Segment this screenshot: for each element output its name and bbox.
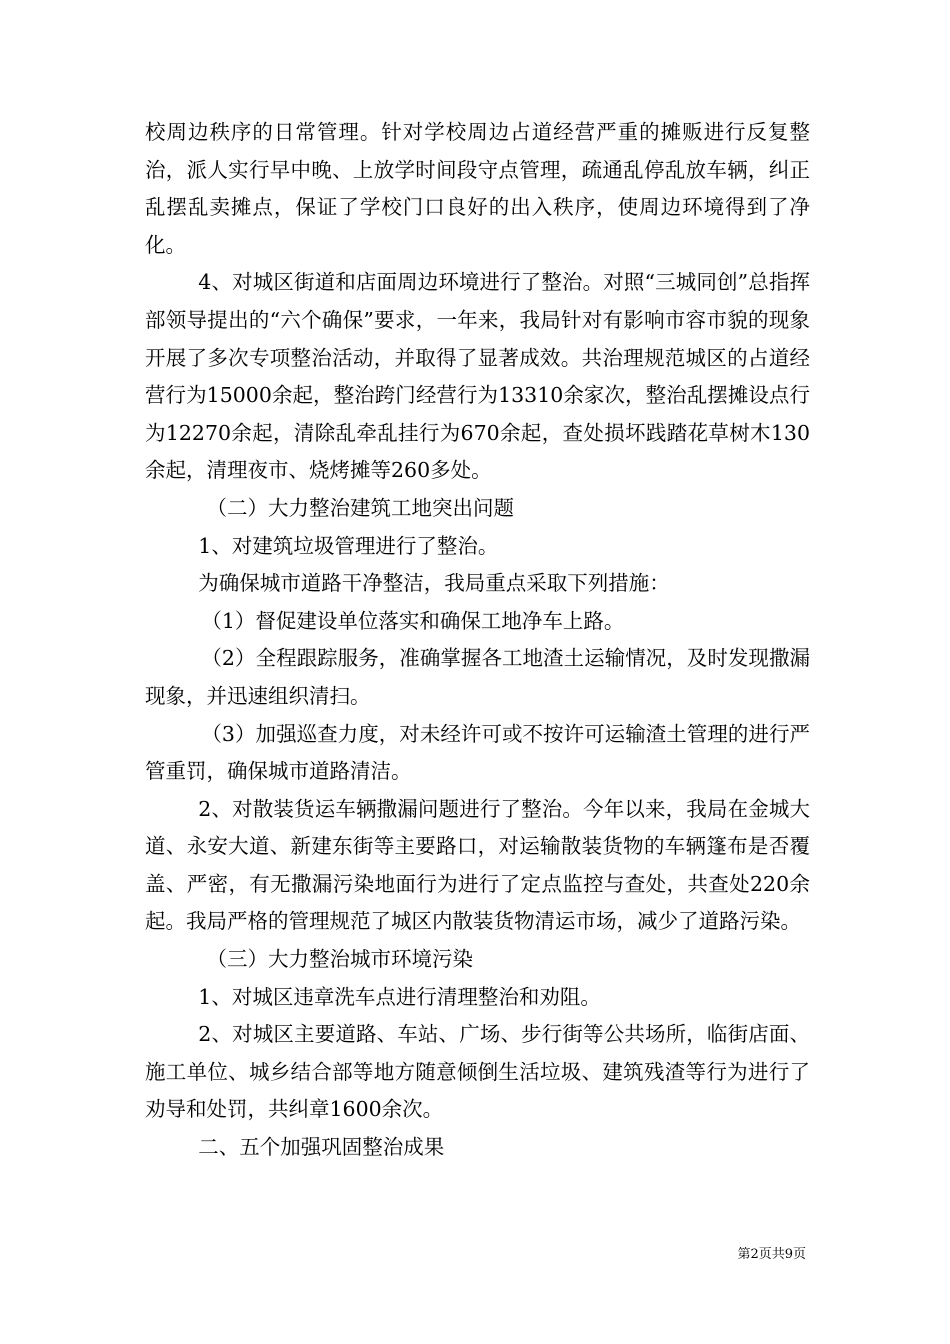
- paragraph-10: 2、对城区主要道路、车站、广场、步行街等公共场所，临街店面、施工单位、城乡结合部等地方随意倾倒生活垃圾、建筑残渣等行为进行了劝导和处罚，共纠章1600余次。: [145, 1022, 810, 1122]
- paragraph-1: 校周边秩序的日常管理。针对学校周边占道经营严重的摊贩进行反复整治，派人实行早中晚、上放学时间段守点管理，疏通乱停乱放车辆，纠正乱摆乱卖摊点，保证了学校门口良好的出入秩序，使周边环境得到了净化。: [145, 120, 810, 257]
- paragraph-7: （3）加强巡查力度，对未经许可或不按许可运输渣土管理的进行严管重罚，确保城市道路清洁。: [145, 721, 810, 784]
- section-heading-3: （三）大力整治城市环境污染: [206, 947, 473, 972]
- paragraph-4: 为确保城市道路干净整洁，我局重点采取下列措施：: [198, 571, 670, 596]
- paragraph-9: 1、对城区违章洗车点进行清理整治和劝阻。: [198, 984, 601, 1009]
- section-heading-2: （二）大力整治建筑工地突出问题: [206, 495, 514, 520]
- paragraph-8: 2、对散装货运车辆撒漏问题进行了整治。今年以来，我局在金城大道、永安大道、新建东街等主要路口，对运输散装货物的车辆篷布是否覆盖、严密，有无撒漏污染地面行为进行了定点监控与查处，共查处220余起。我局严格的管理规范了城区内散装货物清运市场，减少了道路污染。: [145, 796, 810, 934]
- paragraph-6: （2）全程跟踪服务，准确掌握各工地渣土运输情况，及时发现撒漏现象，并迅速组织清扫。: [145, 646, 810, 708]
- page-number: 第2页共9页: [737, 1247, 806, 1262]
- section-heading-main: 二、五个加强巩固整治成果: [198, 1135, 445, 1160]
- document-body: [145, 114, 810, 1167]
- paragraph-5: （1）督促建设单位落实和确保工地净车上路。: [201, 608, 625, 633]
- paragraph-2: 4、对城区街道和店面周边环境进行了整治。对照“三城同创”总指挥部领导提出的“六个确保”要求，一年来，我局针对有影响市容市貌的现象开展了多次专项整治活动，并取得了显著成效。共治理规范城区的占道经营行为15000余起，整治跨门经营行为13310余家次，整治乱摆摊设点行为12270余起，清除乱牵乱挂行为670余起，查处损坏践踏花草树木130余起，清理夜市、烧烤摊等260多处。: [145, 270, 810, 483]
- paragraph-3: 1、对建筑垃圾管理进行了整治。: [198, 533, 499, 558]
